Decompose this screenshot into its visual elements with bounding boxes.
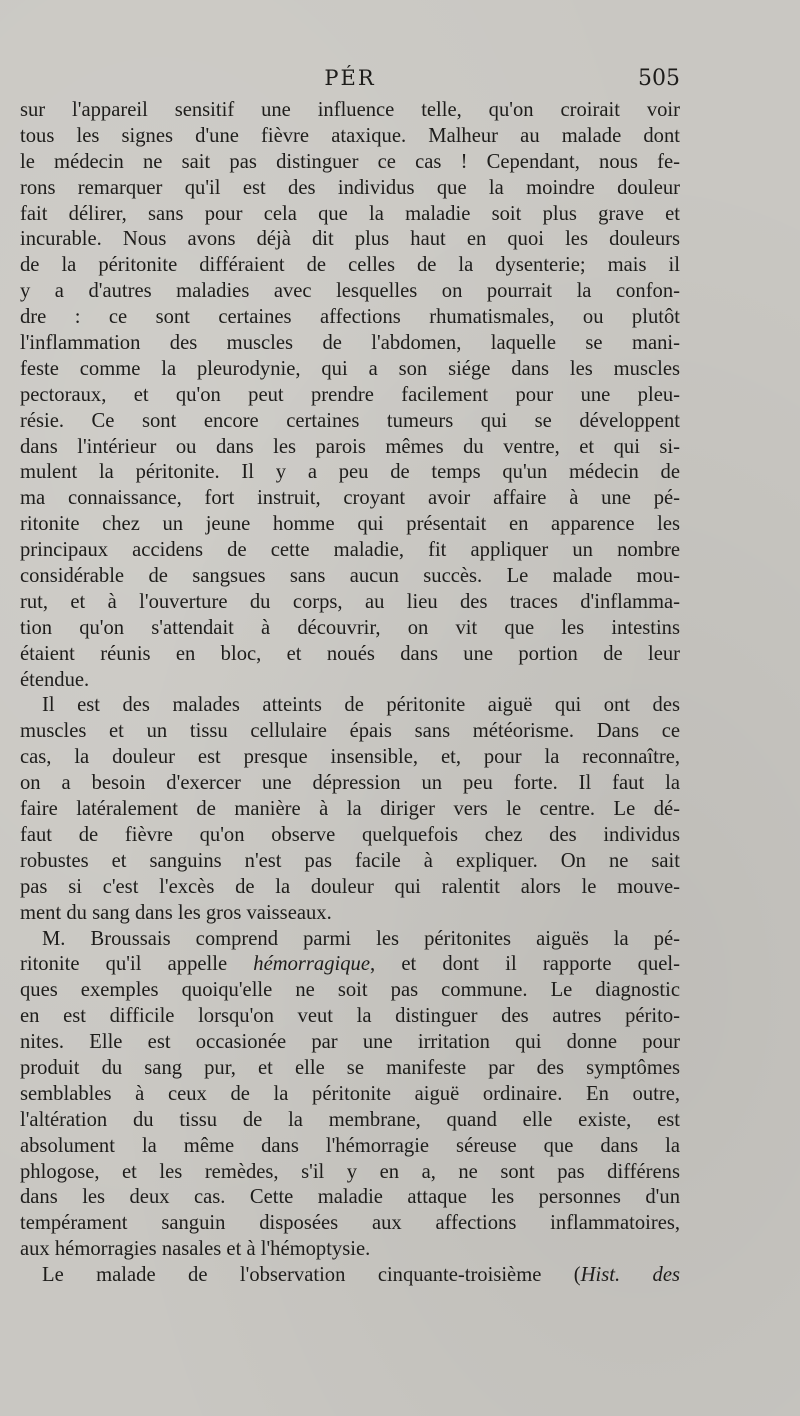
text-line: étaient réunis en bloc, et noués dans une portion de leur [20, 642, 680, 665]
text-segment: , et dont il rapporte quel- [369, 953, 680, 976]
text-line: ma connaissance, fort instruit, croyant avoir affaire à une pé- [20, 487, 680, 510]
text-line: ment du sang dans les gros vaisseaux. [20, 901, 332, 924]
text-line: mulent la péritonite. Il y a peu de temps qu'un médecin de [20, 461, 680, 484]
text-line: on a besoin d'exercer une dépression un peu forte. Il faut la [20, 772, 680, 795]
text-line: faire latéralement de manière à la diriger vers le centre. Le dé- [20, 798, 680, 821]
text-line: fait délirer, sans pour cela que la maladie soit plus grave et [20, 202, 680, 225]
text-line: dans les deux cas. Cette maladie attaque les personnes d'un [20, 1186, 680, 1209]
text-line: résie. Ce sont encore certaines tumeurs qui se développent [20, 409, 680, 432]
text-line: robustes et sanguins n'est pas facile à expliquer. On ne sait [20, 849, 680, 872]
body-text [20, 98, 680, 1289]
page-header [20, 62, 680, 98]
text-segment: Le malade de l'observation cinquante-troisième ( [42, 1264, 581, 1287]
text-line: y a d'autres maladies avec lesquelles on pourrait la confon- [20, 280, 680, 303]
text-line [20, 952, 680, 978]
text-line: considérable de sangsues sans aucun succès. Le malade mou- [20, 565, 680, 588]
text-line: semblables à ceux de la péritonite aiguë ordinaire. En outre, [20, 1082, 680, 1105]
text-line: sur l'appareil sensitif une influence telle, qu'on croirait voir [20, 99, 680, 121]
text-line [20, 1263, 680, 1289]
text-line: feste comme la pleurodynie, qui a son siége dans les muscles [20, 357, 680, 380]
italic-term: hémorragique [253, 953, 370, 976]
text-line: principaux accidens de cette maladie, fit appliquer un nombre [20, 539, 680, 562]
text-line: tempérament sanguin disposées aux affections inflammatoires, [20, 1212, 680, 1235]
text-line: étendue. [20, 668, 90, 691]
text-line: M. Broussais comprend parmi les péritonites aiguës la pé- [42, 927, 680, 950]
text-line: ques exemples quoiqu'elle ne soit pas commune. Le diagnostic [20, 979, 680, 1002]
text-segment: ritonite qu'il appelle [20, 953, 254, 976]
text-line: incurable. Nous avons déjà dit plus haut en quoi les douleurs [20, 228, 680, 251]
text-line: dans l'intérieur ou dans les parois mêmes du ventre, et qui si- [20, 435, 680, 458]
text-line: faut de fièvre qu'on observe quelquefois chez des individus [20, 823, 680, 846]
text-line: tous les signes d'une fièvre ataxique. Malheur au malade dont [20, 124, 680, 147]
text-line: tion qu'on s'attendait à découvrir, on vit que les intestins [20, 616, 680, 639]
text-line: rut, et à l'ouverture du corps, au lieu des traces d'inflamma- [20, 590, 680, 613]
text-line: absolument la même dans l'hémorragie séreuse que dans la [20, 1134, 680, 1157]
text-line: aux hémorragies nasales et à l'hémoptysie. [20, 1238, 371, 1261]
text-line: produit du sang pur, et elle se manifeste par des symptômes [20, 1056, 680, 1079]
text-line: dre : ce sont certaines affections rhumatismales, ou plutôt [20, 306, 680, 329]
italic-term: Hist. des [580, 1264, 680, 1287]
text-line: phlogose, et les remèdes, s'il y en a, ne sont pas différens [20, 1160, 680, 1183]
text-line: l'altération du tissu de la membrane, quand elle existe, est [20, 1108, 680, 1131]
text-line: nites. Elle est occasionée par une irritation qui donne pour [20, 1031, 680, 1054]
text-line: de la péritonite différaient de celles de la dysenterie; mais il [20, 254, 680, 277]
running-head: PÉR [324, 66, 376, 90]
text-line: Il est des malades atteints de péritonite aiguë qui ont des [42, 694, 680, 717]
page-number: 505 [638, 66, 680, 91]
text-line: pectoraux, et qu'on peut prendre facilement pour une pleu- [20, 383, 680, 406]
text-line: l'inflammation des muscles de l'abdomen, laquelle se mani- [20, 332, 680, 355]
text-line: cas, la douleur est presque insensible, et, pour la reconnaître, [20, 746, 680, 769]
text-line: ritonite chez un jeune homme qui présentait en apparence les [20, 513, 680, 536]
text-line: le médecin ne sait pas distinguer ce cas ! Cependant, nous fe- [20, 150, 680, 173]
text-line: pas si c'est l'excès de la douleur qui ralentit alors le mouve- [20, 875, 680, 898]
text-line: muscles et un tissu cellulaire épais sans météorisme. Dans ce [20, 720, 680, 743]
text-line: en est difficile lorsqu'on veut la distinguer des autres périto- [20, 1005, 680, 1028]
text-line: rons remarquer qu'il est des individus que la moindre douleur [20, 176, 680, 199]
